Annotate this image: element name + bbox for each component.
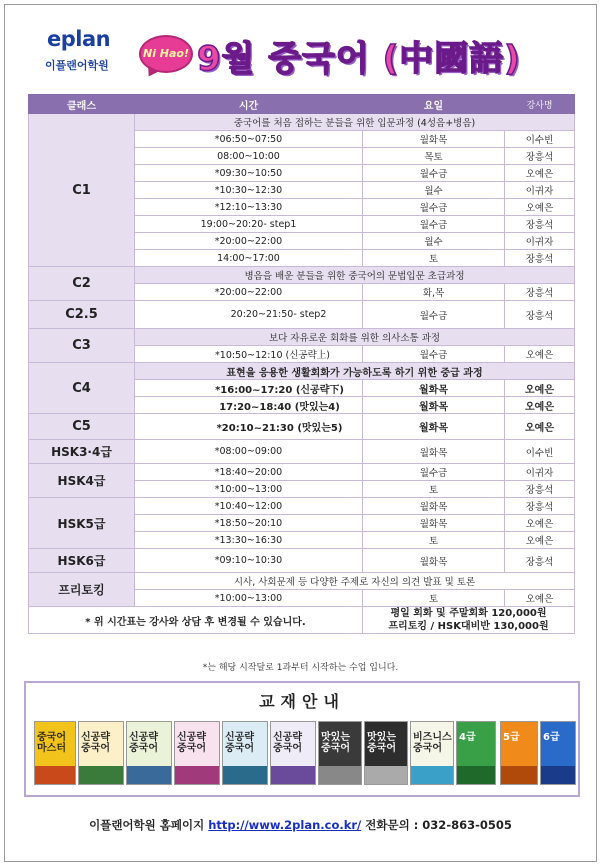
schedule-table: [28, 94, 575, 634]
teacher-cell: 장흥석: [505, 284, 575, 301]
class-c2: C2: [29, 267, 135, 301]
col-time: 시간: [135, 95, 363, 114]
table-row: [29, 363, 575, 380]
book-cover: 5급: [500, 721, 538, 785]
time-cell: 19:00~20:20- step1: [135, 216, 363, 233]
time-cell: *12:10~13:30: [135, 199, 363, 216]
time-cell: *10:50~12:10 (신공략上): [135, 346, 363, 363]
book-cover: 4급: [456, 721, 496, 785]
homepage-link[interactable]: http://www.2plan.co.kr/: [208, 818, 362, 832]
teacher-cell: 오예은: [505, 397, 575, 414]
teacher-cell: 오예은: [505, 414, 575, 440]
class-c3: C3: [29, 329, 135, 363]
day-cell: 월화목: [363, 397, 505, 414]
day-cell: 월수금: [363, 216, 505, 233]
day-cell: 월화목: [363, 131, 505, 148]
teacher-cell: 이귀자: [505, 182, 575, 199]
footnote: *는 해당 시작달로 1과부터 시작하는 수업 입니다.: [202, 663, 399, 673]
time-cell: *20:10~21:30 (맛있는5): [135, 414, 363, 440]
day-cell: 월수금: [363, 464, 505, 481]
class-hsk34: HSK3·4급: [29, 440, 135, 464]
c2-description: 병음을 배운 분들을 위한 중국어의 문법입문 초급과정: [135, 267, 575, 284]
time-cell: *16:00~17:20 (신공략下): [135, 380, 363, 397]
book-cover: 비즈니스 중국어: [410, 721, 454, 785]
teacher-cell: 장흥석: [505, 549, 575, 573]
teacher-cell: 오예은: [505, 532, 575, 549]
bubble-text: Ni Hao!: [142, 47, 189, 60]
teacher-cell: 이수빈: [505, 440, 575, 464]
col-teacher: 강사명: [505, 95, 575, 114]
day-cell: 토: [363, 590, 505, 607]
teacher-cell: 이수빈: [505, 131, 575, 148]
time-cell: *10:00~13:00: [135, 481, 363, 498]
time-cell: *06:50~07:50: [135, 131, 363, 148]
time-cell: *20:00~22:00: [135, 233, 363, 250]
table-row: [29, 440, 575, 464]
time-cell: *10:00~13:00: [135, 590, 363, 607]
table-row: [29, 498, 575, 515]
change-notice: * 위 시간표는 강사와 상담 후 변경될 수 있습니다.: [29, 607, 363, 634]
time-cell: 17:20~18:40 (맛있는4): [135, 397, 363, 414]
time-cell: *13:30~16:30: [135, 532, 363, 549]
c1-description: 중국어를 처음 접하는 분들을 위한 입문과정 (4성음+병음): [135, 114, 575, 131]
book-cover: 신공략 중국어: [126, 721, 172, 785]
table-row: [29, 267, 575, 284]
col-day: 요일: [363, 95, 505, 114]
book-cover: 중국어 마스터: [34, 721, 76, 785]
teacher-cell: 오예은: [505, 199, 575, 216]
time-cell: *09:10~10:30: [135, 549, 363, 573]
time-cell: 14:00~17:00: [135, 250, 363, 267]
class-hsk6: HSK6급: [29, 549, 135, 573]
free-description: 시사, 사회문제 등 다양한 주제로 자신의 의견 발표 및 토론: [135, 573, 575, 590]
day-cell: 토: [363, 250, 505, 267]
time-cell: *10:40~12:00: [135, 498, 363, 515]
notes-row: [29, 607, 575, 634]
table-row: [29, 329, 575, 346]
c4-description: 표현을 응용한 생활회화가 가능하도록 하기 위한 중급 과정: [135, 363, 575, 380]
table-row: [29, 301, 575, 329]
teacher-cell: 오예은: [505, 165, 575, 182]
page-title: 9월 중국어 (中國語): [197, 39, 521, 79]
day-cell: 월화목: [363, 549, 505, 573]
phone-text: 전화문의 : 032-863-0505: [365, 818, 512, 832]
teacher-cell: 오예은: [505, 346, 575, 363]
table-row: [29, 549, 575, 573]
class-c25: C2.5: [29, 301, 135, 329]
day-cell: 월화목: [363, 515, 505, 532]
fees: [363, 607, 575, 634]
table-row: [29, 114, 575, 131]
day-cell: 월수금: [363, 165, 505, 182]
teacher-cell: 이귀자: [505, 233, 575, 250]
day-cell: 월수금: [363, 301, 505, 329]
book-cover: 신공략 중국어: [174, 721, 220, 785]
table-row: [29, 414, 575, 440]
teacher-cell: 오예은: [505, 590, 575, 607]
day-cell: 토: [363, 481, 505, 498]
table-row: [29, 573, 575, 590]
time-cell: *08:00~09:00: [135, 440, 363, 464]
teacher-cell: 장흥석: [505, 301, 575, 329]
class-hsk5: HSK5급: [29, 498, 135, 549]
textbook-title: 교재안내: [259, 692, 345, 711]
contact-footer: [0, 817, 601, 833]
class-c5: C5: [29, 414, 135, 440]
class-hsk4: HSK4급: [29, 464, 135, 498]
fee-line-2: 프리토킹 / HSK대비반 130,000원: [388, 621, 549, 632]
day-cell: 월화목: [363, 414, 505, 440]
book-cover: 맛있는 중국어: [364, 721, 408, 785]
time-cell: 20:20~21:50- step2: [135, 301, 363, 329]
time-cell: 08:00~10:00: [135, 148, 363, 165]
ni-hao-bubble: [139, 35, 193, 73]
c3-description: 보다 자유로운 회화를 위한 의사소통 과정: [135, 329, 575, 346]
header-row: [29, 95, 575, 114]
day-cell: 월수금: [363, 346, 505, 363]
day-cell: 화,목: [363, 284, 505, 301]
day-cell: 월수: [363, 233, 505, 250]
teacher-cell: 장흥석: [505, 216, 575, 233]
day-cell: 목토: [363, 148, 505, 165]
table-row: [29, 464, 575, 481]
time-cell: *18:40~20:00: [135, 464, 363, 481]
teacher-cell: 장흥석: [505, 250, 575, 267]
time-cell: *18:50~20:10: [135, 515, 363, 532]
logo-subtitle: 이플랜어학원: [45, 59, 109, 72]
time-cell: *20:00~22:00: [135, 284, 363, 301]
textbook-section: [24, 681, 580, 797]
day-cell: 월수: [363, 182, 505, 199]
day-cell: 월수금: [363, 199, 505, 216]
time-cell: *10:30~12:30: [135, 182, 363, 199]
day-cell: 월화목: [363, 380, 505, 397]
book-cover: 6급: [540, 721, 576, 785]
time-cell: *09:30~10:50: [135, 165, 363, 182]
book-cover: 맛있는 중국어: [318, 721, 362, 785]
fee-line-1: 평일 회화 및 주말회화 120,000원: [390, 608, 547, 619]
teacher-cell: 장흥석: [505, 148, 575, 165]
teacher-cell: 오예은: [505, 515, 575, 532]
day-cell: 월화목: [363, 498, 505, 515]
book-cover: 신공략 중국어: [270, 721, 316, 785]
teacher-cell: 장흥석: [505, 481, 575, 498]
day-cell: 토: [363, 532, 505, 549]
class-c4: C4: [29, 363, 135, 414]
academy-logo: [41, 27, 127, 75]
teacher-cell: 이귀자: [505, 464, 575, 481]
teacher-cell: 장흥석: [505, 498, 575, 515]
book-cover: 신공략 중국어: [222, 721, 268, 785]
col-class: 클래스: [29, 95, 135, 114]
teacher-cell: 오예은: [505, 380, 575, 397]
day-cell: 월화목: [363, 440, 505, 464]
class-free-talking: 프리토킹: [29, 573, 135, 607]
homepage-label: 이플랜어학원 홈페이지: [89, 818, 205, 832]
logo-word: eplan: [47, 27, 111, 51]
book-cover: 신공략 중국어: [78, 721, 124, 785]
class-c1: C1: [29, 114, 135, 267]
